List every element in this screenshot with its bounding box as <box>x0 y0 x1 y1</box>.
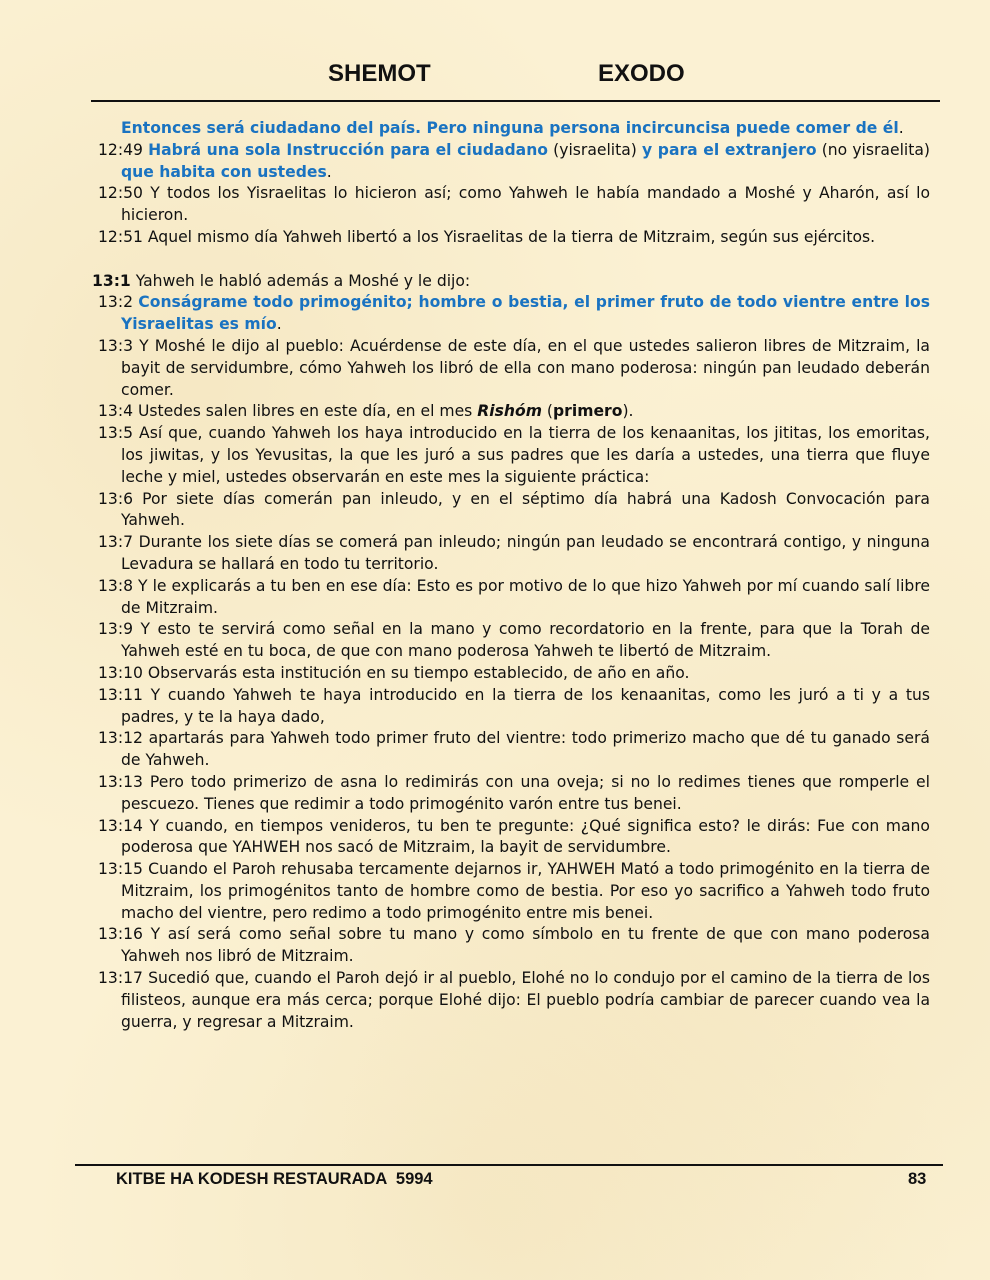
verse-13-1: 13:1 Yahweh le habló además a Moshé y le dijo: <box>92 271 471 290</box>
verse-12-49: 12:49 Habrá una sola Instrucción para el ciudadano (yisraelita) y para el extranjero (no yisraelita) que habita con ustedes. <box>98 140 930 181</box>
verse-13-8: 13:8 Y le explicarás a tu ben en ese día: Esto es por motivo de lo que hizo Yahweh por mí cuando salí libre de Mitzraim. <box>98 576 930 617</box>
verse-13-5: 13:5 Así que, cuando Yahweh los haya introducido en la tierra de los kenaanitas, los jititas, los emoritas, los jiwitas, y los Yevusitas, la que les juró a sus padres que les daría a ustedes, una tierra que fluye leche y miel, ustedes observarán en este mes la siguiente práctica: <box>98 424 930 486</box>
verse-13-4: 13:4 Ustedes salen libres en este día, en el mes Rishóm (primero). <box>98 402 634 421</box>
verse-13-17: 13:17 Sucedió que, cuando el Paroh dejó ir al pueblo, Elohé no lo condujo por el camino de la tierra de los filisteos, aunque era más cerca; porque Elohé dijo: El pueblo podría cambiar de parecer cuando vea la guerra, y regresar a Mitzraim. <box>98 969 930 1031</box>
verse-12-51: 12:51 Aquel mismo día Yahweh libertó a los Yisraelitas de la tierra de Mitzraim, según sus ejércitos. <box>98 227 876 246</box>
verse-continuation: Entonces será ciudadano del país. Pero ninguna persona incircuncisa puede comer de él. <box>121 119 904 137</box>
scripture-text <box>92 118 930 1033</box>
header-rule <box>91 100 940 102</box>
page-number: 83 <box>908 1170 927 1188</box>
verse-13-2: 13:2 Conságrame todo primogénito; hombre o bestia, el primer fruto de todo vientre entre los Yisraelitas es mío. <box>98 293 931 334</box>
footer-rule <box>75 1164 943 1166</box>
verse-13-13: 13:13 Pero todo primerizo de asna lo redimirás con una oveja; si no lo redimes tienes que romperle el pescuezo. Tienes que redimir a todo primogénito varón entre tus benei. <box>98 772 930 813</box>
verse-13-10: 13:10 Observarás esta institución en su tiempo establecido, de año en año. <box>98 663 690 682</box>
verse-13-16: 13:16 Y así será como señal sobre tu mano y como símbolo en tu frente de que con mano poderosa Yahweh nos libró de Mitzraim. <box>98 925 930 966</box>
verse-13-12: 13:12 apartarás para Yahweh todo primer fruto del vientre: todo primerizo macho que dé tu ganado será de Yahweh. <box>98 729 930 770</box>
verse-13-7: 13:7 Durante los siete días se comerá pan inleudo; ningún pan leudado se encontrará contigo, y ninguna Levadura se hallará en todo tu territorio. <box>98 533 930 573</box>
page-header-book: SHEMOT <box>328 60 431 87</box>
verse-13-6: 13:6 Por siete días comerán pan inleudo, y en el séptimo día habrá una Kadosh Convocación para Yahweh. <box>98 489 930 530</box>
verse-13-14: 13:14 Y cuando, en tiempos venideros, tu ben te pregunte: ¿Qué significa esto? le dirás: Fue con mano poderosa que YAHWEH nos sacó de Mitzraim, la bayit de servidumbre. <box>98 816 930 857</box>
verse-12-50: 12:50 Y todos los Yisraelitas lo hicieron así; como Yahweh le había mandado a Moshé y Aharón, así lo hicieron. <box>98 184 930 225</box>
verse-13-9: 13:9 Y esto te servirá como señal en la mano y como recordatorio en la frente, para que la Torah de Yahweh esté en tu boca, de que con mano poderosa Yahweh te libertó de Mitzraim. <box>98 620 930 661</box>
footer-book-title: KITBE HA KODESH RESTAURADA 5994 <box>116 1170 433 1188</box>
verse-13-11: 13:11 Y cuando Yahweh te haya introducido en la tierra de los kenaanitas, como les juró a ti y a tus padres, y te la haya dado, <box>98 685 930 726</box>
verse-13-15: 13:15 Cuando el Paroh rehusaba tercamente dejarnos ir, YAHWEH Mató a todo primogénito en la tierra de Mitzraim, los primogénitos tanto de hombre como de bestia. Por eso yo sacrifico a Yahweh todo fruto macho del vientre, pero redimo a todo primogénito entre mis benei. <box>98 860 930 922</box>
page-header-title: EXODO <box>598 60 685 87</box>
verse-13-3: 13:3 Y Moshé le dijo al pueblo: Acuérdense de este día, en el que ustedes salieron libres de Mitzraim, la bayit de servidumbre, cómo Yahweh los libró de ella con mano poderosa: ningún pan leudado deberán comer. <box>98 336 930 399</box>
